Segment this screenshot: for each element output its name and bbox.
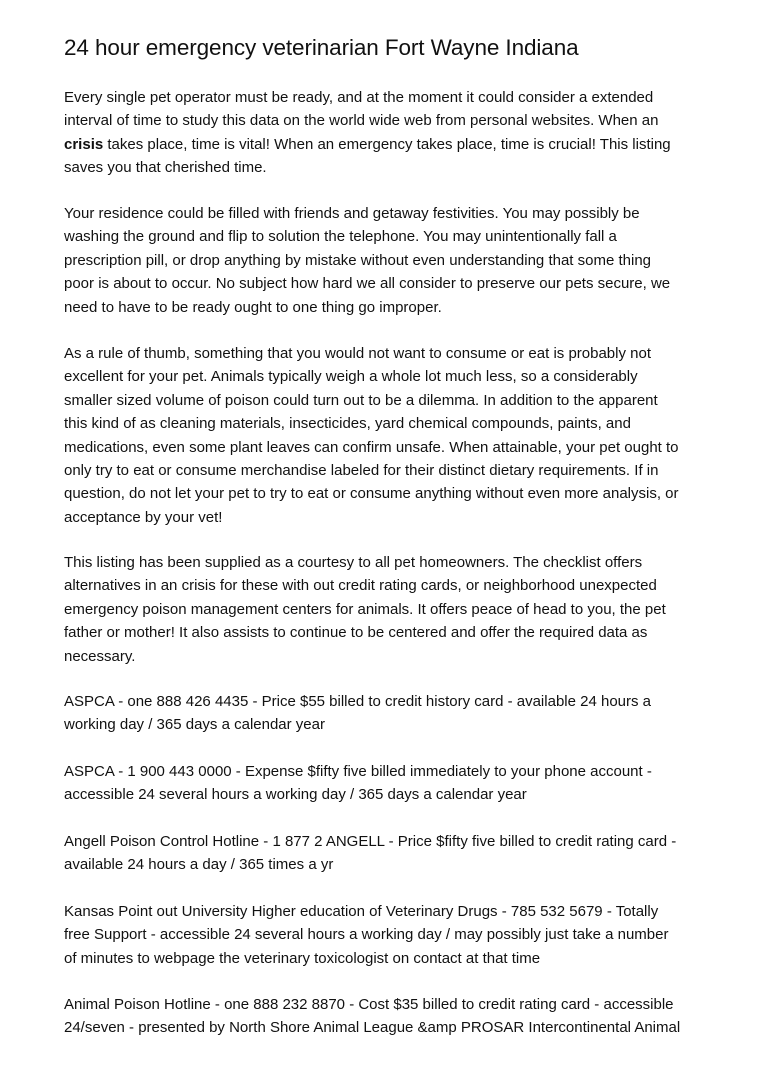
text-line: As a rule of thumb, something that you would not want to consume or eat is probably not bbox=[64, 345, 651, 362]
text-line: medications, even some plant leaves can confirm unsafe. When attainable, your pet ought to bbox=[64, 438, 679, 456]
text-line: saves you that cherished time. bbox=[64, 159, 267, 177]
text-line bbox=[64, 133, 671, 156]
text-line: acceptance by your vet! bbox=[64, 508, 223, 526]
text-line: father or mother! It also assists to continue to be centered and offer the required data as bbox=[64, 624, 648, 642]
text-fragment: takes place, time is vital! When an emergency takes place, time is crucial! This listing bbox=[103, 135, 671, 153]
text-line: free Support - accessible 24 several hours a working day / may possibly just take a number bbox=[64, 926, 669, 944]
paragraph bbox=[64, 202, 670, 319]
text-line: prescription pill, or drop anything by mistake without even understanding that some thing bbox=[64, 251, 651, 269]
text-line: smaller sized volume of poison could turn out to be a dilemma. In addition to the apparent bbox=[64, 391, 658, 409]
text-line: emergency poison management centers for animals. It offers peace of head to you, the pet bbox=[64, 600, 666, 618]
text-line: This listing has been supplied as a courtesy to all pet homeowners. The checklist offers bbox=[64, 554, 643, 571]
text-line: working day / 365 days a calendar year bbox=[64, 716, 325, 734]
text-line: question, do not let your pet to try to eat or consume anything without even more analysis, or bbox=[64, 485, 679, 503]
text-line: Every single pet operator must be ready, and at the moment it could consider a extended bbox=[64, 89, 654, 106]
paragraph bbox=[64, 551, 666, 668]
text-line: necessary. bbox=[64, 647, 136, 665]
hotline-entry-angell bbox=[64, 830, 676, 877]
text-line: interval of time to study this data on the world wide web from personal websites. When an bbox=[64, 112, 659, 130]
text-line: ASPCA - 1 900 443 0000 - Expense $fifty five billed immediately to your phone account - bbox=[64, 763, 652, 780]
text-line: 24/seven - presented by North Shore Animal League &amp PROSAR Intercontinental Animal bbox=[64, 1019, 681, 1037]
hotline-entry-aspca-888 bbox=[64, 690, 651, 737]
page-title: 24 hour emergency veterinarian Fort Wayne Indiana bbox=[64, 35, 579, 60]
text-line: Animal Poison Hotline - one 888 232 8870 - Cost $35 billed to credit rating card - accessible bbox=[64, 996, 674, 1013]
hotline-entry-aspca-900 bbox=[64, 760, 652, 807]
text-line: accessible 24 several hours a working day / 365 days a calendar year bbox=[64, 786, 527, 804]
text-line: ASPCA - one 888 426 4435 - Price $55 billed to credit history card - available 24 hours a bbox=[64, 693, 652, 710]
paragraph bbox=[64, 342, 679, 529]
text-line: need to have to be ready ought to one thing go improper. bbox=[64, 298, 442, 316]
text-line: excellent for your pet. Animals typically weigh a whole lot much less, so a considerably bbox=[64, 368, 638, 386]
text-line: only try to eat or consume merchandise labeled for their distinct dietary requirements. If in bbox=[64, 461, 659, 479]
text-line: washing the ground and flip to solution the telephone. You may unintentionally fall a bbox=[64, 228, 617, 246]
text-line: available 24 hours a day / 365 times a yr bbox=[64, 856, 334, 874]
text-line: of minutes to webpage the veterinary toxicologist on contact at that time bbox=[64, 949, 541, 967]
intro-paragraph bbox=[64, 86, 671, 180]
text-line: alternatives in an crisis for these with out credit rating cards, or neighborhood unexpected bbox=[64, 577, 657, 595]
hotline-entry-animal-poison bbox=[64, 993, 680, 1040]
hotline-entry-kansas-state bbox=[64, 900, 668, 970]
text-line: this kind of as cleaning materials, insecticides, yard chemical compounds, paints, and bbox=[64, 415, 631, 433]
bold-term: crisis bbox=[64, 135, 104, 153]
text-line: Angell Poison Control Hotline - 1 877 2 ANGELL - Price $fifty five billed to credit rating card - bbox=[64, 833, 677, 850]
text-line: Kansas Point out University Higher education of Veterinary Drugs - 785 532 5679 - Totally bbox=[64, 903, 659, 920]
text-line: poor is about to occur. No subject how hard we all consider to preserve our pets secure, we bbox=[64, 275, 671, 293]
text-line: Your residence could be filled with friends and getaway festivities. You may possibly be bbox=[64, 205, 640, 222]
